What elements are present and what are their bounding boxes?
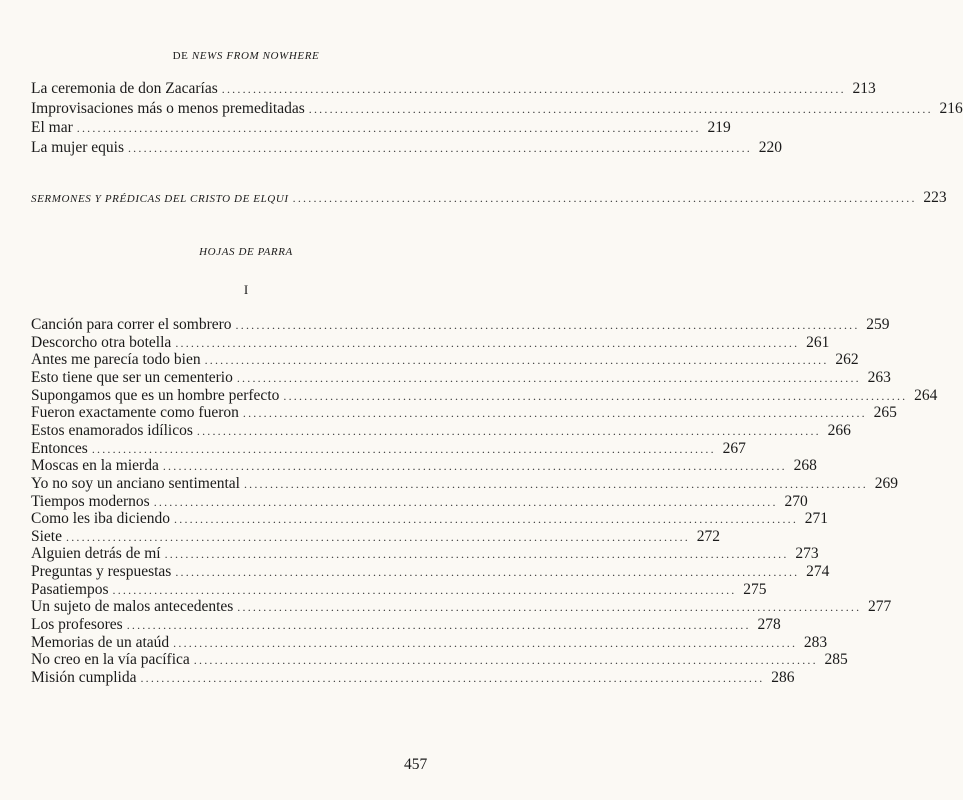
toc-entry xyxy=(31,333,830,352)
leader-dots: ........................................................................................................................ xyxy=(308,101,933,116)
toc-entry-page: 261 xyxy=(806,333,830,351)
toc-entry xyxy=(31,510,829,528)
toc-entry xyxy=(31,421,851,440)
leader-dots: ........................................................................................................................ xyxy=(112,582,737,597)
toc-entry-title: Un sujeto de malos antecedentes xyxy=(31,598,234,616)
toc-entry-page: 265 xyxy=(873,404,897,422)
toc-entry xyxy=(31,138,782,157)
leader-dots: ........................................................................................................................ xyxy=(174,512,799,527)
toc-entry-page: 216 xyxy=(939,99,963,117)
leader-dots: ........................................................................................................................ xyxy=(164,547,789,562)
toc-entry-title: Preguntas y respuestas xyxy=(31,563,172,581)
toc-entry-title: Estos enamorados idílicos xyxy=(31,421,193,439)
leader-dots: ........................................................................................................................ xyxy=(91,441,716,456)
toc-entry xyxy=(31,457,817,475)
toc-entry-title: Antes me parecía todo bien xyxy=(31,351,201,369)
toc-entry-page: 283 xyxy=(803,633,828,651)
toc-entry xyxy=(31,651,848,669)
toc-entry-title: La mujer equis xyxy=(31,138,124,156)
toc-entry-page: 272 xyxy=(696,527,720,545)
toc-entry-page: 259 xyxy=(866,316,890,333)
toc-entry xyxy=(31,351,859,369)
toc-entry-title: Siete xyxy=(31,527,62,545)
toc-entry xyxy=(31,527,720,546)
toc-entry-title: Esto tiene que ser un cementerio xyxy=(31,368,233,386)
toc-entry-title: Yo no soy un anciano sentimental xyxy=(31,474,240,492)
toc-entry-page: 285 xyxy=(824,651,848,669)
toc-entry-page: 267 xyxy=(722,439,746,457)
toc-entry-page: 263 xyxy=(867,368,891,386)
toc-entry-title: Memorias de un ataúd xyxy=(31,633,170,651)
section-heading-italic: NEWS FROM NOWHERE xyxy=(191,50,320,62)
leader-dots: ........................................................................................................................ xyxy=(162,459,787,474)
toc-entry-title: Alguien detrás de mí xyxy=(31,545,161,563)
leader-dots: ........................................................................................................................ xyxy=(236,370,861,385)
toc-entry-title: Fueron exactamente como fueron xyxy=(31,404,239,422)
leader-dots: ........................................................................................................................ xyxy=(235,318,860,332)
toc-entry xyxy=(31,474,898,493)
toc-entry xyxy=(31,563,830,581)
leader-dots: ........................................................................................................................ xyxy=(66,529,690,544)
toc-entry xyxy=(31,580,767,599)
toc-entry-page: 266 xyxy=(827,421,851,439)
section-heading-hojas-de-parra: HOJAS DE PARRA xyxy=(199,246,293,258)
leader-dots: ........................................................................................................................ xyxy=(140,671,765,685)
leader-dots: ........................................................................................................................ xyxy=(127,140,752,155)
toc-entry-title: El mar xyxy=(31,119,73,136)
leader-dots: ........................................................................................................................ xyxy=(242,406,867,421)
toc-entry-title: La ceremonia de don Zacarías xyxy=(31,80,218,97)
leader-dots: ........................................................................................................................ xyxy=(173,635,798,650)
leader-dots: ........................................................................................................................ xyxy=(243,476,868,491)
toc-entry-title: Los profesores xyxy=(31,616,123,634)
toc-entry-page: 275 xyxy=(743,580,767,598)
toc-entry-page: 268 xyxy=(793,457,817,475)
page-number: 457 xyxy=(404,756,428,773)
toc-entry xyxy=(31,545,819,563)
toc-entry xyxy=(31,368,891,387)
toc-entry xyxy=(31,616,781,634)
toc-entry-page: 278 xyxy=(757,616,781,634)
part-numeral: I xyxy=(243,282,249,297)
toc-entry xyxy=(31,404,897,422)
leader-dots: ........................................................................................................................ xyxy=(175,565,800,580)
toc-entry-page: 213 xyxy=(852,80,876,97)
toc-entry-title: Misión cumplida xyxy=(31,669,137,686)
toc-entry xyxy=(31,669,795,687)
toc-entry-page: 264 xyxy=(914,386,938,404)
toc-entry-title: Descorcho otra botella xyxy=(31,333,172,351)
toc-entry-title: Como les iba diciendo xyxy=(31,510,171,528)
toc-entry-title: Supongamos que es un hombre perfecto xyxy=(31,386,280,404)
leader-dots: ........................................................................................................................ xyxy=(221,82,846,96)
leader-dots: ........................................................................................................................ xyxy=(283,388,908,403)
toc-entry xyxy=(31,316,890,334)
toc-entry-page: 271 xyxy=(804,510,829,528)
leader-dots: ........................................................................................................................ xyxy=(193,653,818,668)
leader-dots: ........................................................................................................................ xyxy=(76,121,701,135)
toc-entry-title: SERMONES Y PRÉDICAS DEL CRISTO DE ELQUI xyxy=(31,193,289,205)
toc-entry-title: No creo en la vía pacífica xyxy=(31,651,190,669)
toc-entry xyxy=(31,80,876,98)
toc-entry-page: 286 xyxy=(771,669,795,686)
toc-entry-page: 262 xyxy=(835,351,859,369)
toc-entry xyxy=(31,492,808,511)
toc-entry-title: Moscas en la mierda xyxy=(31,457,159,475)
toc-entry-page: 270 xyxy=(784,492,808,510)
toc-entry xyxy=(31,439,746,458)
toc-entry xyxy=(31,99,963,118)
toc-entry-title: Entonces xyxy=(31,439,88,457)
toc-entry xyxy=(31,633,828,652)
toc-entry-page: 277 xyxy=(868,598,892,616)
toc-entry-title: Canción para correr el sombrero xyxy=(31,316,232,333)
toc-entry xyxy=(31,386,938,405)
leader-dots: ........................................................................................................................ xyxy=(126,618,751,633)
toc-entry-page: 220 xyxy=(758,138,782,156)
toc-entry-page: 223 xyxy=(923,189,947,206)
toc-entry xyxy=(31,119,731,137)
toc-entry-page: 269 xyxy=(874,474,898,492)
toc-entry-title: Pasatiempos xyxy=(31,580,109,598)
toc-entry-title: Tiempos modernos xyxy=(31,492,150,510)
toc-entry-page: 273 xyxy=(795,545,819,563)
toc-entry-page: 274 xyxy=(806,563,830,581)
leader-dots: ........................................................................................................................ xyxy=(153,494,778,509)
toc-entry-page: 219 xyxy=(707,119,731,136)
toc-entry-title: Improvisaciones más o menos premeditadas xyxy=(31,99,305,117)
toc-entry xyxy=(31,598,892,616)
leader-dots: ........................................................................................................................ xyxy=(175,335,800,350)
leader-dots: ........................................................................................................................ xyxy=(292,191,917,205)
leader-dots: ........................................................................................................................ xyxy=(237,600,862,615)
leader-dots: ........................................................................................................................ xyxy=(196,423,821,438)
leader-dots: ........................................................................................................................ xyxy=(204,353,829,368)
section-heading-prefix: DE xyxy=(172,50,192,62)
toc-entry-sermones xyxy=(31,189,947,207)
section-heading-news-from-nowhere xyxy=(0,50,492,62)
